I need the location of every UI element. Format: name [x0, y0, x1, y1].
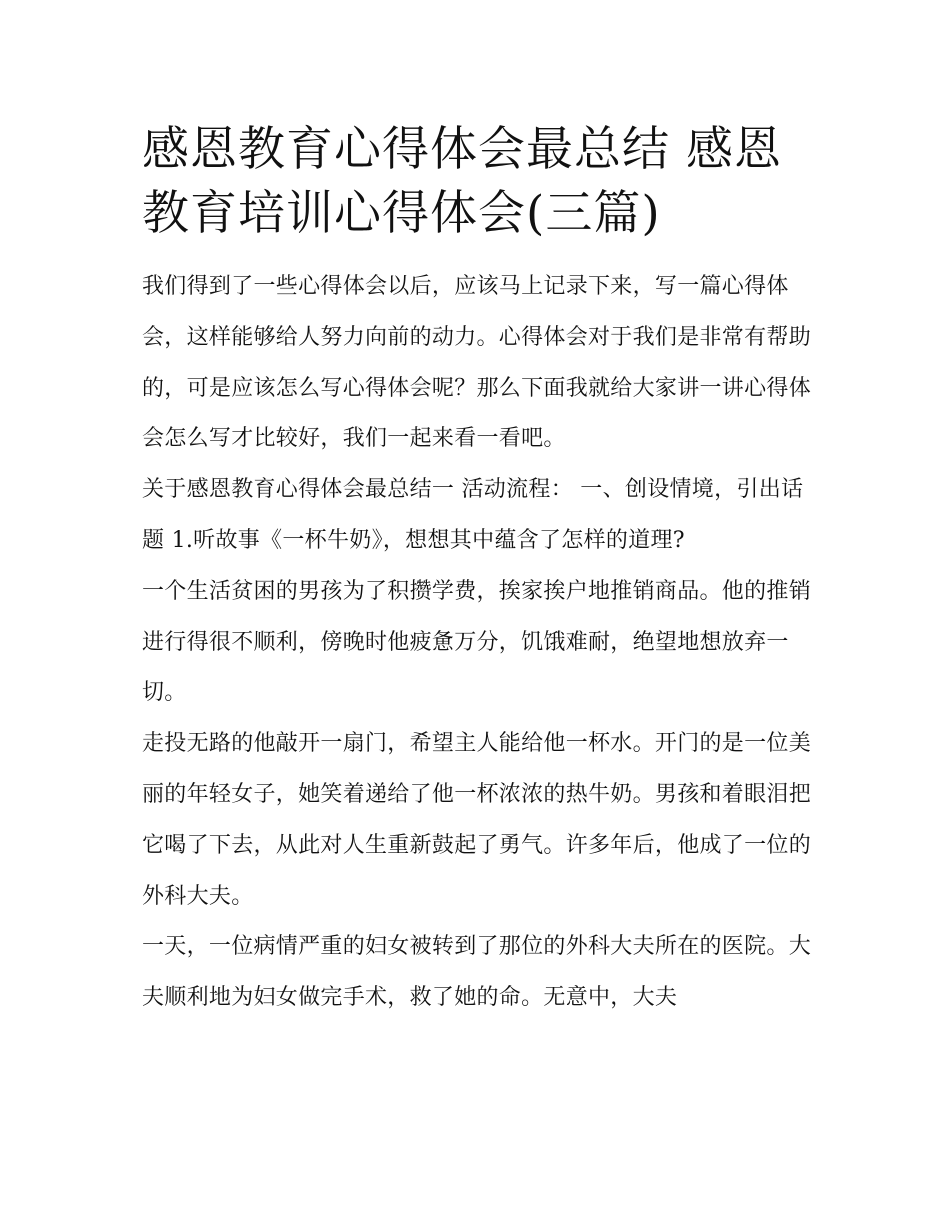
- story-paragraph-2: 走投无路的他敲开一扇门，希望主人能给他一杯水。开门的是一位美丽的年轻女子，她笑着递给了他一杯浓浓的热牛奶。男孩和着眼泪把它喝了下去，从此对人生重新鼓起了勇气。许多年后，他成了一位的外科大夫。: [142, 731, 812, 909]
- activity-paragraph: 关于感恩教育心得体会最总结一 活动流程： 一、创设情境，引出话题 1.听故事《一杯牛奶》，想想其中蕴含了怎样的道理?: [142, 477, 804, 553]
- intro-paragraph: 我们得到了一些心得体会以后，应该马上记录下来，写一篇心得体会，这样能够给人努力向前的动力。心得体会对于我们是非常有帮助的，可是应该怎么写心得体会呢？那么下面我就给大家讲一讲心得体会怎么写才比较好，我们一起来看一看吧。: [142, 274, 812, 452]
- document-page: [142, 118, 814, 1024]
- story-paragraph-3: 一天，一位病情严重的妇女被转到了那位的外科大夫所在的医院。大夫顺利地为妇女做完手术，救了她的命。无意中，大夫: [142, 934, 812, 1011]
- document-title: 感恩教育心得体会最总结 感恩教育培训心得体会(三篇): [142, 122, 782, 241]
- story-paragraph-1: 一个生活贫困的男孩为了积攒学费，挨家挨户地推销商品。他的推销进行得很不顺利，傍晚时他疲惫万分，饥饿难耐，绝望地想放弃一切。: [142, 578, 812, 706]
